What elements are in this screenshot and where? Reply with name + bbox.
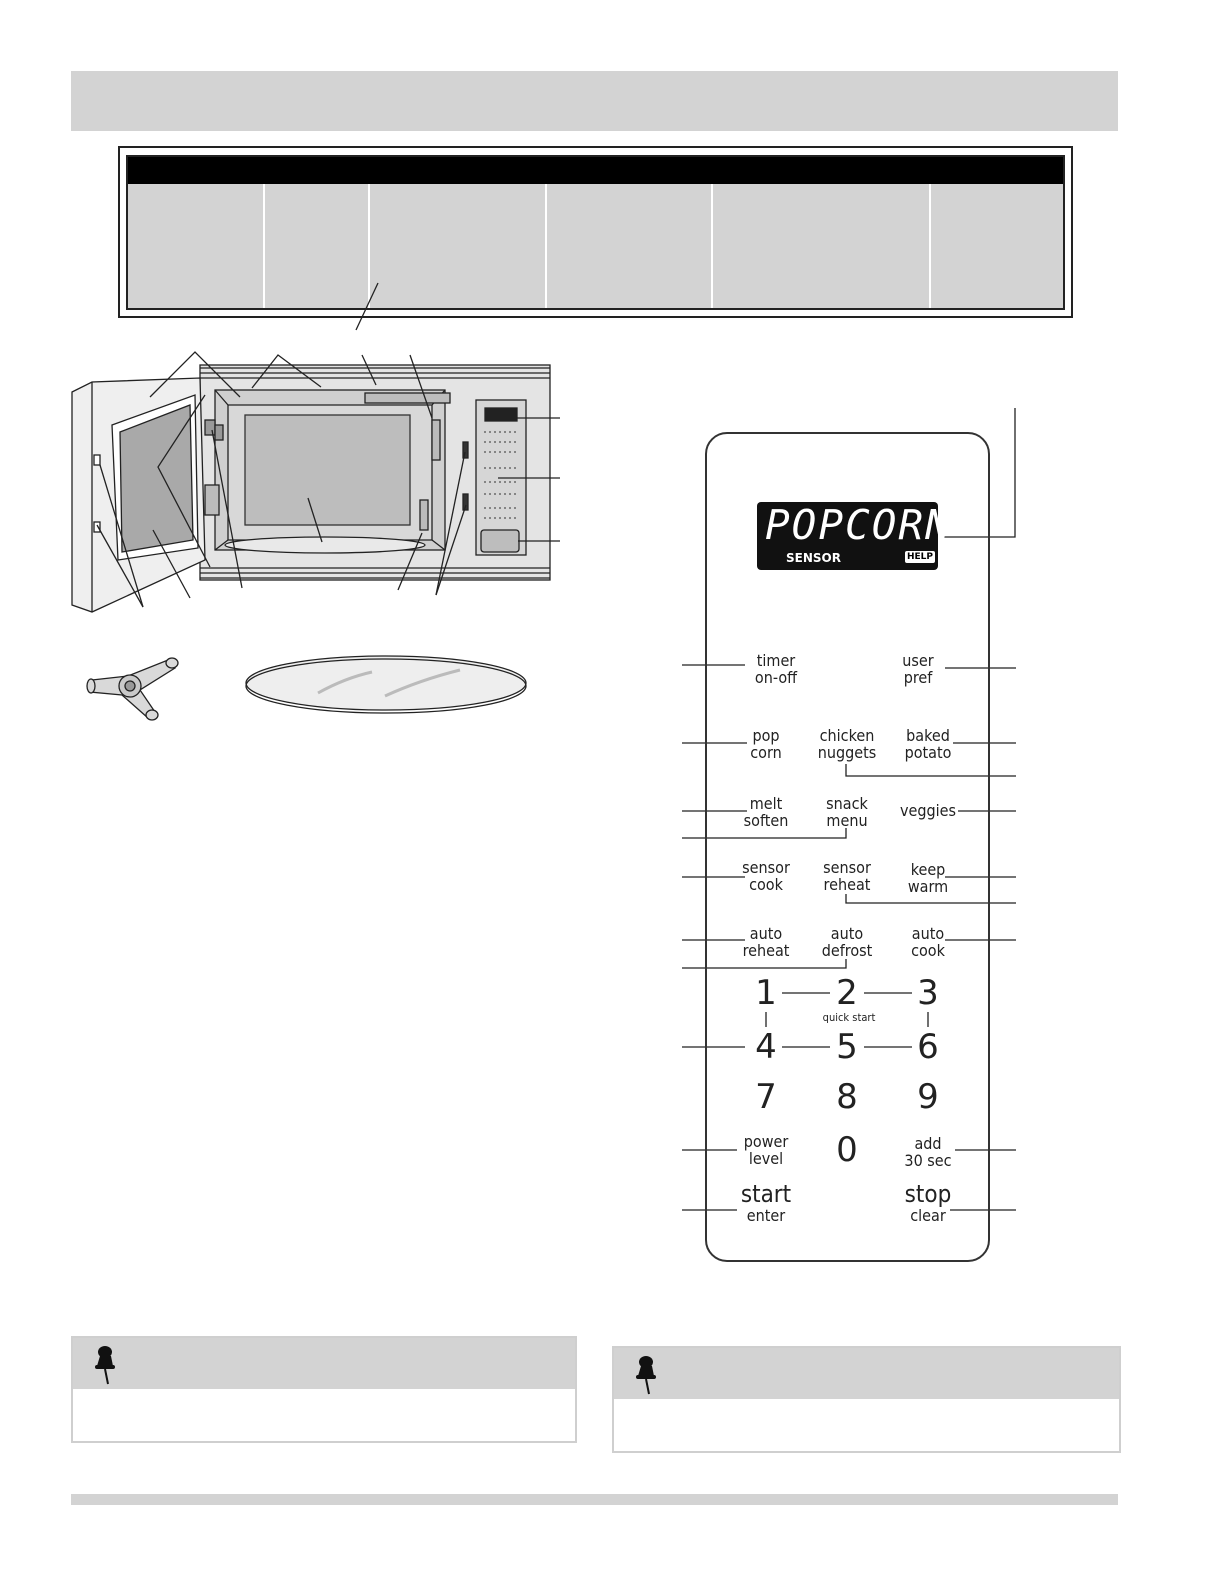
digit-9-key[interactable]: 9 [917, 1077, 939, 1117]
key-label: sensor [742, 858, 790, 877]
digit-4-key[interactable]: 4 [755, 1027, 777, 1067]
key-label: melt [749, 794, 783, 813]
key-label: cook [749, 875, 783, 894]
pushpin-icon [89, 1342, 129, 1386]
key-label: keep [910, 860, 946, 879]
key-label: start [740, 1180, 792, 1208]
footer-band [71, 1494, 1118, 1505]
note-box-left [71, 1336, 577, 1443]
keep-warm-key[interactable] [908, 861, 948, 895]
key-label: warm [907, 877, 949, 896]
key-label: stop [904, 1180, 952, 1208]
key-label: on-off [754, 668, 798, 687]
key-label: power [743, 1132, 789, 1151]
timer-on-off-key[interactable] [755, 652, 797, 686]
veggies-key[interactable] [900, 802, 956, 819]
auto-reheat-key[interactable] [743, 925, 790, 959]
key-label: cook [911, 941, 945, 960]
glass-tray-illustration [246, 656, 526, 713]
digit-8-key[interactable]: 8 [836, 1077, 858, 1117]
key-label: auto [749, 924, 783, 943]
microwave-door-illustration [72, 378, 205, 612]
key-label: baked [906, 726, 950, 745]
note-box-right-header [614, 1348, 1119, 1399]
key-label: menu [826, 811, 868, 830]
sensor-reheat-key[interactable] [823, 859, 871, 893]
key-label: sensor [823, 858, 871, 877]
key-label: 30 sec [904, 1151, 952, 1170]
key-label: soften [743, 811, 789, 830]
stop-clear-key[interactable] [905, 1181, 952, 1224]
pushpin-icon [630, 1352, 670, 1396]
digit-1-key[interactable]: 1 [755, 973, 777, 1013]
key-label: pop [752, 726, 780, 745]
power-level-key[interactable] [744, 1133, 789, 1167]
key-label: pref [903, 668, 933, 687]
key-label: add [914, 1134, 942, 1153]
add-30-sec-key[interactable] [904, 1135, 951, 1169]
note-box-left-header [73, 1338, 575, 1389]
user-pref-key[interactable] [902, 652, 933, 686]
sensor-indicator: SENSOR [786, 551, 841, 565]
display-readout: POPCORN [765, 501, 952, 549]
key-label: enter [746, 1206, 786, 1225]
auto-cook-key[interactable] [911, 925, 945, 959]
digit-5-key[interactable]: 5 [836, 1027, 858, 1067]
snack-menu-key[interactable] [826, 795, 868, 829]
digit-0-key[interactable]: 0 [836, 1130, 858, 1170]
start-enter-key[interactable] [741, 1181, 791, 1224]
melt-soften-key[interactable] [744, 795, 789, 829]
key-label: timer [756, 651, 796, 670]
key-label: reheat [742, 941, 790, 960]
baked-potato-key[interactable] [905, 727, 952, 761]
digit-3-key[interactable]: 3 [917, 973, 939, 1013]
digit-6-key[interactable]: 6 [917, 1027, 939, 1067]
note-box-right [612, 1346, 1121, 1453]
roller-support-illustration [87, 658, 178, 720]
key-label: user [902, 651, 934, 670]
key-label: reheat [823, 875, 871, 894]
quick-start-label: quick start [822, 1011, 876, 1024]
key-label: defrost [821, 941, 873, 960]
key-label: nuggets [817, 743, 877, 762]
key-label: snack [826, 794, 868, 813]
key-label: chicken [819, 726, 875, 745]
digit-2-key[interactable]: 2 [836, 973, 858, 1013]
key-label: corn [750, 743, 782, 762]
key-label: level [748, 1149, 784, 1168]
key-label: potato [904, 743, 952, 762]
digit-7-key[interactable]: 7 [755, 1077, 777, 1117]
microwave-body-illustration [200, 365, 550, 580]
popcorn-key[interactable] [750, 727, 781, 761]
chicken-nuggets-key[interactable] [818, 727, 877, 761]
help-indicator: HELP [907, 552, 934, 562]
auto-defrost-key[interactable] [822, 925, 873, 959]
sensor-cook-key[interactable] [742, 859, 790, 893]
key-label: clear [910, 1206, 946, 1225]
key-label: veggies [899, 801, 957, 820]
key-label: auto [830, 924, 864, 943]
key-label: auto [911, 924, 945, 943]
